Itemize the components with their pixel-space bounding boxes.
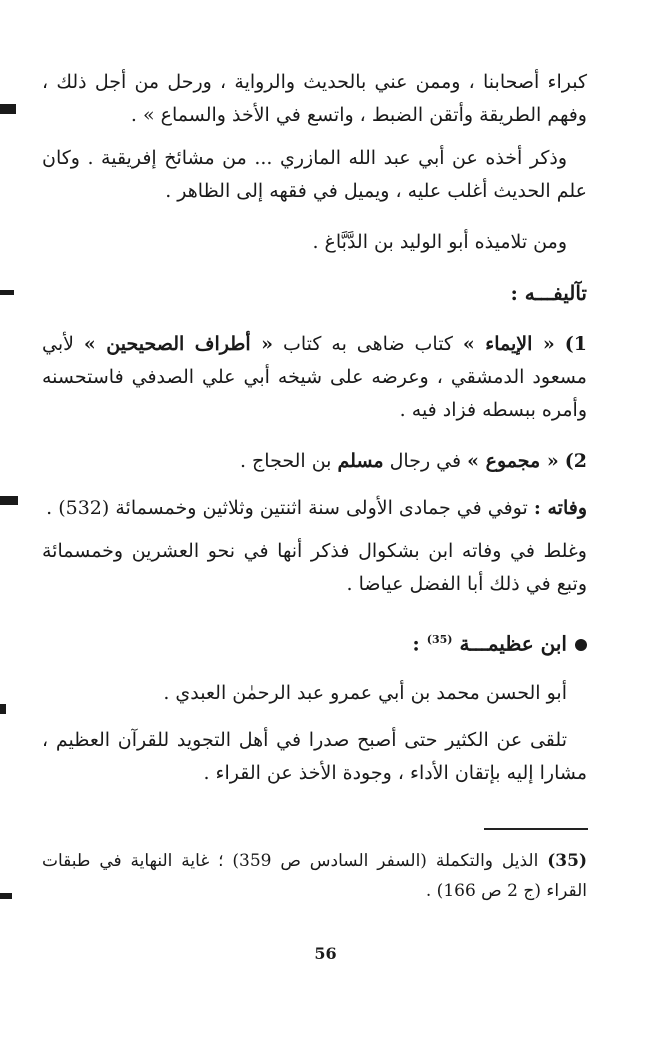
footnote: [42, 846, 587, 906]
paragraph-2: وذكر أخذه عن أبي عبد الله المازري ... من مشائخ إفريقية . وكان علم الحديث أغلب عليه ، ويميل في فقهه إلى الظاهر .: [42, 147, 587, 202]
work-item-1: [42, 328, 587, 427]
works-heading: تآليفـــه :: [510, 281, 587, 305]
death-paragraph: [42, 492, 587, 525]
work-2-rest: بن الحجاج .: [239, 450, 332, 472]
main-text: [42, 66, 587, 790]
scan-mark: [0, 704, 6, 714]
bullet-icon: [575, 639, 587, 651]
section-heading: [42, 623, 587, 661]
page-number: 56: [314, 944, 337, 963]
death-text: توفي في جمادى الأولى سنة اثنتين وثلاثين وخمسمائة (532) .: [46, 497, 528, 519]
name-paragraph: أبو الحسن محمد بن أبي عمرو عبد الرحمٰن العبدي .: [163, 681, 567, 704]
section-ref: (35): [426, 633, 453, 646]
work-2-title: « مجموع »: [467, 450, 559, 472]
work-item-2: [42, 445, 587, 478]
work-1-title: « الإيماء »: [462, 333, 555, 355]
error-paragraph: وغلط في وفاته ابن بشكوال فذكر أنها في نحو العشرين وخمسمائة وتبع في ذلك أبا الفضل عياضا .: [42, 540, 587, 595]
section-colon: :: [412, 631, 420, 656]
section-title: ابن عظيمـــة: [459, 631, 567, 656]
scan-mark: [0, 496, 18, 505]
scan-mark: [0, 290, 14, 295]
work-1-number: 1): [564, 333, 587, 355]
last-paragraph: تلقى عن الكثير حتى أصبح صدرا في أهل التجويد للقرآن العظيم ، مشارا إليه بإتقان الأداء ، وجودة الأخذ عن القراء .: [42, 728, 587, 784]
death-label: وفاته :: [533, 497, 587, 519]
footnote-number: (35): [547, 851, 587, 871]
work-1-rest: لأبي مسعود الدمشقي ، وعرضه على شيخه أبي علي الصدفي فاستحسنه وأمره ببسطه فزاد فيه .: [42, 333, 587, 421]
work-2-number: 2): [564, 450, 587, 472]
work-1-mid: كتاب ضاهى به كتاب: [283, 333, 453, 355]
work-1-book: « أطراف الصحيحين »: [83, 333, 274, 355]
work-2-mid: في رجال: [389, 450, 462, 472]
scan-mark: [0, 104, 16, 114]
paragraph-1: كبراء أصحابنا ، وممن عني بالحديث والرواية ، ورحل من أجل ذلك ، وفهم الطريقة وأتقن الضبط ، واتسع في الأخذ والسماع » .: [42, 71, 587, 126]
footnote-text: الذيل والتكملة (السفر السادس ص 359) ؛ غاية النهاية في طبقات القراء (ج 2 ص 166) .: [42, 851, 587, 901]
scan-mark: [0, 893, 12, 899]
footnote-divider: [484, 828, 588, 830]
work-2-name: مسلم: [337, 450, 384, 472]
paragraph-3: ومن تلاميذه أبو الوليد بن الدَّبَّاغ .: [312, 231, 567, 253]
